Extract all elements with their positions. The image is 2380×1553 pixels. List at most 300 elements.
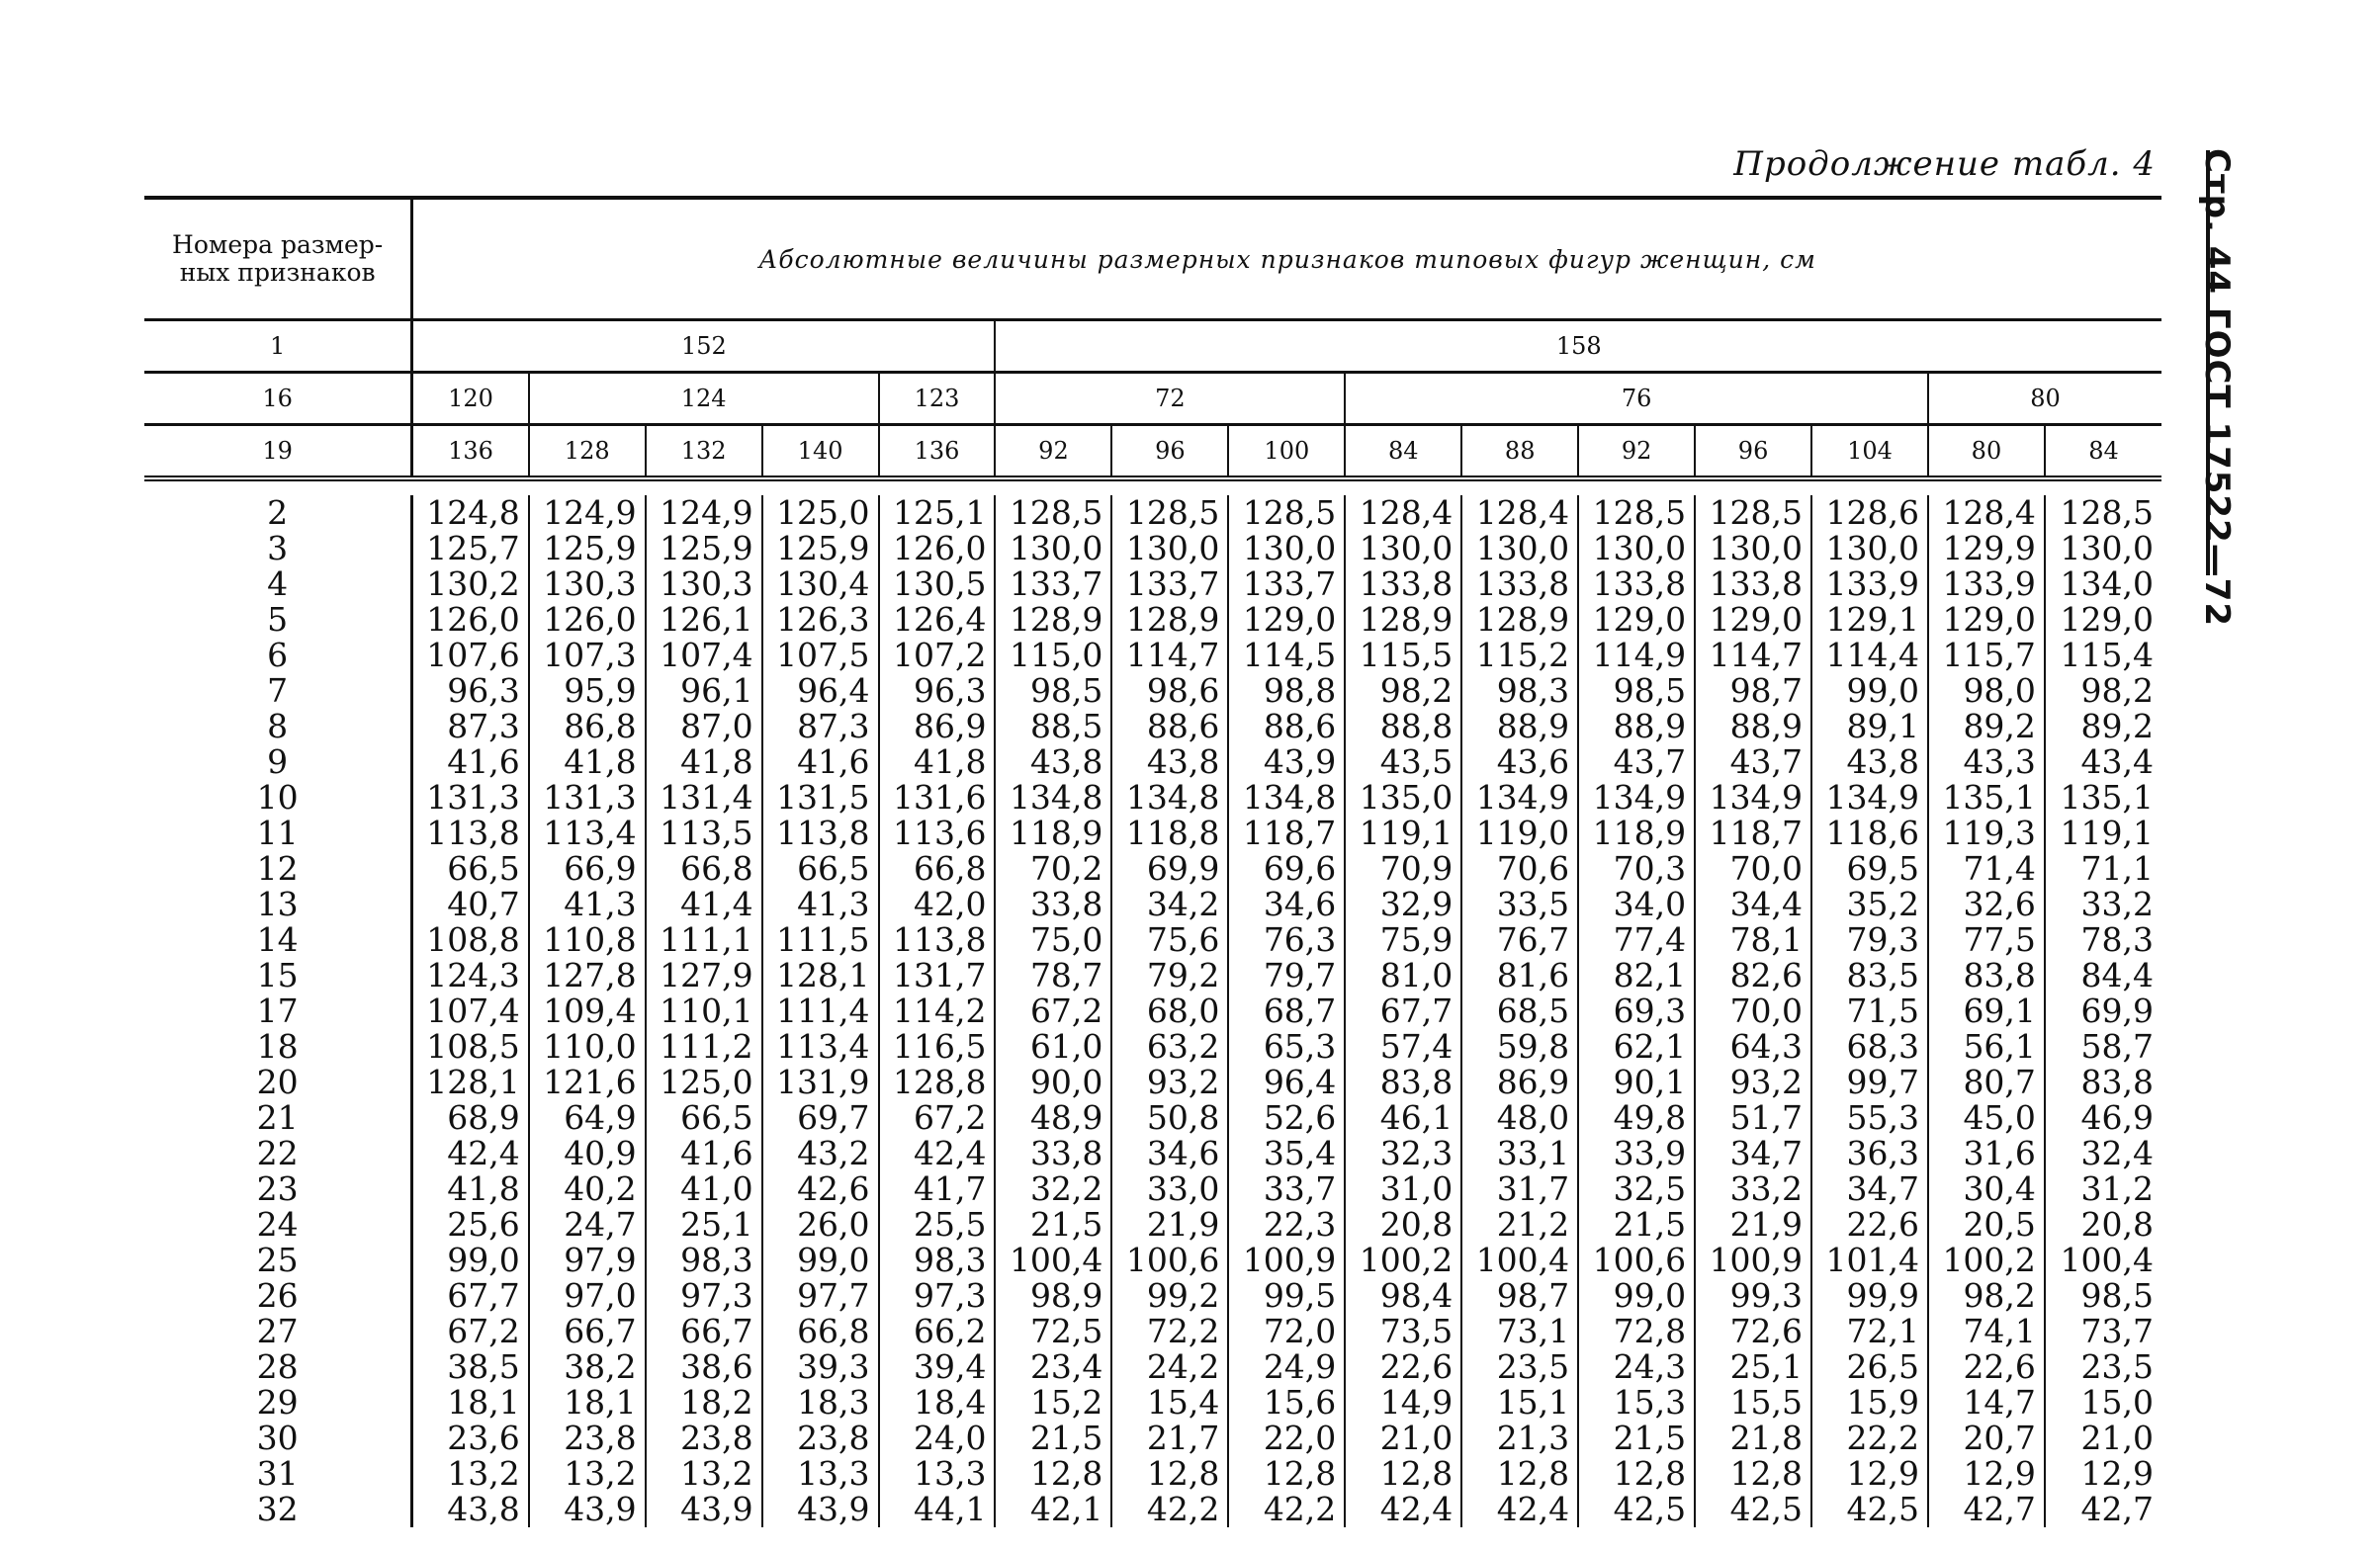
value-cell: 21,9 bbox=[1695, 1207, 1811, 1243]
value-cell: 125,0 bbox=[762, 495, 879, 531]
value-cell: 133,8 bbox=[1578, 566, 1695, 602]
value-cell: 130,0 bbox=[1345, 531, 1461, 566]
value-cell: 83,8 bbox=[2080, 1063, 2154, 1101]
value-cell: 88,9 bbox=[1461, 709, 1578, 744]
value-cell: 55,3 bbox=[1811, 1100, 1928, 1136]
value-cell: 30,4 bbox=[1928, 1171, 2045, 1207]
value-cell: 34,4 bbox=[1695, 887, 1811, 922]
value-cell: 46,9 bbox=[2080, 1098, 2154, 1137]
value-cell: 134,0 bbox=[2060, 564, 2154, 603]
value-cell: 84,4 bbox=[2080, 956, 2154, 994]
height-row bbox=[144, 320, 2161, 373]
value-cell: 21,5 bbox=[995, 1207, 1111, 1243]
value-cell: 124,8 bbox=[412, 495, 529, 531]
value-cell: 41,7 bbox=[879, 1171, 996, 1207]
value-cell: 100,9 bbox=[1695, 1243, 1811, 1278]
value-cell: 93,2 bbox=[1111, 1065, 1228, 1100]
value-cell: 34,2 bbox=[1111, 887, 1228, 922]
value-cell: 133,8 bbox=[1695, 566, 1811, 602]
value-cell: 125,7 bbox=[412, 531, 529, 566]
value-cell: 21,5 bbox=[1578, 1421, 1695, 1456]
value-cell: 70,3 bbox=[1578, 851, 1695, 887]
value-cell: 31,0 bbox=[1345, 1171, 1461, 1207]
value-cell: 41,6 bbox=[646, 1136, 762, 1171]
value-cell: 12,9 bbox=[2080, 1454, 2154, 1493]
chest-girth-row bbox=[144, 373, 2161, 425]
value-cell: 131,4 bbox=[646, 780, 762, 816]
value-cell: 65,3 bbox=[1228, 1029, 1345, 1065]
value-cell: 88,6 bbox=[1111, 709, 1228, 744]
feature-number-cell: 22 bbox=[144, 1136, 412, 1171]
value-cell: 130,0 bbox=[1578, 531, 1695, 566]
hip-girth-header-cell: 136 bbox=[879, 425, 996, 479]
value-cell: 23,6 bbox=[412, 1421, 529, 1456]
value-cell: 18,4 bbox=[879, 1385, 996, 1421]
value-cell: 69,3 bbox=[1578, 993, 1695, 1029]
value-cell: 20,5 bbox=[1928, 1207, 2045, 1243]
value-cell: 22,2 bbox=[1811, 1421, 1928, 1456]
value-cell: 99,0 bbox=[762, 1243, 879, 1278]
value-cell: 107,4 bbox=[646, 638, 762, 673]
value-cell: 88,8 bbox=[1345, 709, 1461, 744]
value-cell: 115,5 bbox=[1345, 638, 1461, 673]
value-cell: 124,9 bbox=[646, 495, 762, 531]
group-header-cell: 152 bbox=[412, 320, 996, 373]
table-row bbox=[144, 780, 2161, 816]
value-cell: 15,3 bbox=[1578, 1385, 1695, 1421]
value-cell: 43,8 bbox=[995, 744, 1111, 780]
feature-number-cell: 25 bbox=[144, 1243, 412, 1278]
table-row bbox=[144, 1136, 2161, 1171]
value-cell: 133,8 bbox=[1345, 566, 1461, 602]
value-cell: 98,4 bbox=[1345, 1278, 1461, 1314]
value-cell: 100,2 bbox=[1345, 1243, 1461, 1278]
value-cell: 125,9 bbox=[646, 531, 762, 566]
value-cell: 21,0 bbox=[2080, 1419, 2154, 1457]
value-cell: 70,2 bbox=[995, 851, 1111, 887]
value-cell: 38,6 bbox=[646, 1349, 762, 1385]
value-cell: 58,7 bbox=[2080, 1027, 2154, 1066]
value-cell: 69,6 bbox=[1228, 851, 1345, 887]
value-cell: 25,6 bbox=[412, 1207, 529, 1243]
feature-number-cell: 5 bbox=[144, 602, 412, 638]
value-cell: 98,5 bbox=[995, 673, 1111, 709]
value-cell: 72,0 bbox=[1228, 1314, 1345, 1349]
value-cell: 97,3 bbox=[879, 1278, 996, 1314]
value-cell: 25,1 bbox=[1695, 1349, 1811, 1385]
hip-girth-header-cell: 80 bbox=[1928, 425, 2045, 479]
feature-number-cell: 6 bbox=[144, 638, 412, 673]
hip-girth-header-cell: 104 bbox=[1811, 425, 1928, 479]
value-cell: 98,6 bbox=[1111, 673, 1228, 709]
value-cell: 41,3 bbox=[529, 887, 646, 922]
value-cell: 79,7 bbox=[1228, 958, 1345, 993]
value-cell: 89,2 bbox=[2080, 707, 2154, 745]
value-cell: 36,3 bbox=[1811, 1136, 1928, 1171]
value-cell: 129,0 bbox=[1578, 602, 1695, 638]
value-cell: 93,2 bbox=[1695, 1065, 1811, 1100]
feature-number-cell: 15 bbox=[144, 958, 412, 993]
group-header-cell: 158 bbox=[995, 320, 2161, 373]
value-cell: 22,3 bbox=[1228, 1207, 1345, 1243]
value-cell: 41,0 bbox=[646, 1171, 762, 1207]
value-cell: 12,8 bbox=[1695, 1456, 1811, 1492]
value-cell: 90,1 bbox=[1578, 1065, 1695, 1100]
value-cell: 42,4 bbox=[1345, 1492, 1461, 1527]
value-cell: 75,0 bbox=[995, 922, 1111, 958]
table-row bbox=[144, 1385, 2161, 1421]
value-cell: 79,2 bbox=[1111, 958, 1228, 993]
value-cell: 131,9 bbox=[762, 1065, 879, 1100]
value-cell: 42,5 bbox=[1578, 1492, 1695, 1527]
value-cell: 126,4 bbox=[879, 602, 996, 638]
value-cell: 125,0 bbox=[646, 1065, 762, 1100]
value-cell: 42,5 bbox=[1811, 1492, 1928, 1527]
value-cell: 39,3 bbox=[762, 1349, 879, 1385]
value-cell: 67,7 bbox=[1345, 993, 1461, 1029]
value-cell: 39,4 bbox=[879, 1349, 996, 1385]
value-cell: 99,7 bbox=[1811, 1065, 1928, 1100]
value-cell: 79,3 bbox=[1811, 922, 1928, 958]
value-cell: 98,5 bbox=[1578, 673, 1695, 709]
value-cell: 42,4 bbox=[1461, 1492, 1578, 1527]
value-cell: 99,0 bbox=[1578, 1278, 1695, 1314]
value-cell: 86,8 bbox=[529, 709, 646, 744]
group-header-cell: 76 bbox=[1345, 373, 1928, 425]
value-cell: 126,1 bbox=[646, 602, 762, 638]
value-cell: 20,8 bbox=[1345, 1207, 1461, 1243]
value-cell: 98,0 bbox=[1928, 673, 2045, 709]
value-cell: 129,9 bbox=[1928, 531, 2045, 566]
value-cell: 87,3 bbox=[762, 709, 879, 744]
value-cell: 88,5 bbox=[995, 709, 1111, 744]
value-cell: 34,0 bbox=[1578, 887, 1695, 922]
value-cell: 129,0 bbox=[1695, 602, 1811, 638]
value-cell: 130,3 bbox=[646, 566, 762, 602]
value-cell: 70,9 bbox=[1345, 851, 1461, 887]
value-cell: 33,8 bbox=[995, 1136, 1111, 1171]
value-cell: 134,9 bbox=[1695, 780, 1811, 816]
value-cell: 111,4 bbox=[762, 993, 879, 1029]
value-cell: 21,2 bbox=[1461, 1207, 1578, 1243]
hip-girth-header-cell: 84 bbox=[1345, 425, 1461, 479]
value-cell: 51,7 bbox=[1695, 1100, 1811, 1136]
value-cell: 114,7 bbox=[1695, 638, 1811, 673]
value-cell: 134,9 bbox=[1578, 780, 1695, 816]
value-cell: 111,5 bbox=[762, 922, 879, 958]
value-cell: 12,9 bbox=[1928, 1456, 2045, 1492]
value-cell: 15,5 bbox=[1695, 1385, 1811, 1421]
value-cell: 98,9 bbox=[995, 1278, 1111, 1314]
value-cell: 43,8 bbox=[1811, 744, 1928, 780]
value-cell: 40,9 bbox=[529, 1136, 646, 1171]
value-cell: 72,2 bbox=[1111, 1314, 1228, 1349]
value-cell: 119,0 bbox=[1461, 816, 1578, 851]
value-cell: 42,5 bbox=[1695, 1492, 1811, 1527]
value-cell: 63,2 bbox=[1111, 1029, 1228, 1065]
value-cell: 116,5 bbox=[879, 1029, 996, 1065]
value-cell: 24,7 bbox=[529, 1207, 646, 1243]
value-cell: 22,6 bbox=[1928, 1349, 2045, 1385]
value-cell: 14,7 bbox=[1928, 1385, 2045, 1421]
feature-number-cell: 8 bbox=[144, 709, 412, 744]
value-cell: 129,1 bbox=[1811, 602, 1928, 638]
value-cell: 15,6 bbox=[1228, 1385, 1345, 1421]
table-row bbox=[144, 1243, 2161, 1278]
value-cell: 48,9 bbox=[995, 1100, 1111, 1136]
value-cell: 96,4 bbox=[762, 673, 879, 709]
value-cell: 128,1 bbox=[762, 958, 879, 993]
value-cell: 115,2 bbox=[1461, 638, 1578, 673]
value-cell: 43,4 bbox=[2080, 742, 2154, 781]
value-cell: 134,8 bbox=[1111, 780, 1228, 816]
value-cell: 43,2 bbox=[762, 1136, 879, 1171]
value-cell: 107,5 bbox=[762, 638, 879, 673]
value-cell: 42,0 bbox=[879, 887, 996, 922]
value-cell: 128,9 bbox=[1345, 602, 1461, 638]
value-cell: 12,8 bbox=[1345, 1456, 1461, 1492]
table-row bbox=[144, 1278, 2161, 1314]
table-row bbox=[144, 744, 2161, 780]
value-cell: 48,0 bbox=[1461, 1100, 1578, 1136]
value-cell: 128,4 bbox=[1928, 495, 2045, 531]
value-cell: 131,5 bbox=[762, 780, 879, 816]
value-cell: 66,5 bbox=[646, 1100, 762, 1136]
value-cell: 126,0 bbox=[412, 602, 529, 638]
value-cell: 130,0 bbox=[1811, 531, 1928, 566]
value-cell: 110,0 bbox=[529, 1029, 646, 1065]
value-cell: 42,1 bbox=[995, 1492, 1111, 1527]
value-cell: 96,3 bbox=[412, 673, 529, 709]
hip-girth-header-cell: 128 bbox=[529, 425, 646, 479]
value-cell: 21,9 bbox=[1111, 1207, 1228, 1243]
value-cell: 25,1 bbox=[646, 1207, 762, 1243]
value-cell: 130,0 bbox=[1461, 531, 1578, 566]
value-cell: 100,4 bbox=[1461, 1243, 1578, 1278]
value-cell: 131,3 bbox=[529, 780, 646, 816]
feature-number-cell: 26 bbox=[144, 1278, 412, 1314]
value-cell: 113,5 bbox=[646, 816, 762, 851]
value-cell: 118,7 bbox=[1228, 816, 1345, 851]
hip-girth-header-cell: 140 bbox=[762, 425, 879, 479]
value-cell: 72,1 bbox=[1811, 1314, 1928, 1349]
value-cell: 135,0 bbox=[1345, 780, 1461, 816]
table-row bbox=[144, 958, 2161, 993]
value-cell: 125,9 bbox=[529, 531, 646, 566]
feature-number-cell: 16 bbox=[144, 373, 412, 425]
value-cell: 66,8 bbox=[646, 851, 762, 887]
value-cell: 97,7 bbox=[762, 1278, 879, 1314]
table-row bbox=[144, 1349, 2161, 1385]
value-cell: 126,3 bbox=[762, 602, 879, 638]
value-cell: 81,0 bbox=[1345, 958, 1461, 993]
value-cell: 66,7 bbox=[529, 1314, 646, 1349]
value-cell: 129,0 bbox=[2060, 600, 2154, 639]
value-cell: 100,4 bbox=[995, 1243, 1111, 1278]
feature-number-cell: 31 bbox=[144, 1456, 412, 1492]
value-cell: 43,7 bbox=[1695, 744, 1811, 780]
value-cell: 69,7 bbox=[762, 1100, 879, 1136]
table-row bbox=[144, 851, 2161, 887]
value-cell: 87,3 bbox=[412, 709, 529, 744]
value-cell: 77,5 bbox=[1928, 922, 2045, 958]
feature-number-cell: 24 bbox=[144, 1207, 412, 1243]
value-cell: 114,5 bbox=[1228, 638, 1345, 673]
value-cell: 22,6 bbox=[1811, 1207, 1928, 1243]
value-cell: 31,6 bbox=[1928, 1136, 2045, 1171]
value-cell: 126,0 bbox=[529, 602, 646, 638]
value-cell: 95,9 bbox=[529, 673, 646, 709]
value-cell: 121,6 bbox=[529, 1065, 646, 1100]
value-cell: 23,8 bbox=[646, 1421, 762, 1456]
value-cell: 97,9 bbox=[529, 1243, 646, 1278]
value-cell: 128,5 bbox=[1695, 495, 1811, 531]
value-cell: 25,5 bbox=[879, 1207, 996, 1243]
value-cell: 21,5 bbox=[995, 1421, 1111, 1456]
group-header-cell: 124 bbox=[529, 373, 879, 425]
value-cell: 130,0 bbox=[2060, 529, 2154, 567]
value-cell: 44,1 bbox=[879, 1492, 996, 1527]
value-cell: 118,7 bbox=[1695, 816, 1811, 851]
value-cell: 98,3 bbox=[1461, 673, 1578, 709]
value-cell: 98,2 bbox=[1928, 1278, 2045, 1314]
value-cell: 40,7 bbox=[412, 887, 529, 922]
value-cell: 62,1 bbox=[1578, 1029, 1695, 1065]
hip-girth-row bbox=[144, 425, 2161, 479]
value-cell: 32,5 bbox=[1578, 1171, 1695, 1207]
value-cell: 23,8 bbox=[529, 1421, 646, 1456]
value-cell: 12,8 bbox=[995, 1456, 1111, 1492]
value-cell: 128,9 bbox=[1111, 602, 1228, 638]
value-cell: 82,1 bbox=[1578, 958, 1695, 993]
value-cell: 110,1 bbox=[646, 993, 762, 1029]
value-cell: 96,1 bbox=[646, 673, 762, 709]
value-cell: 23,5 bbox=[2080, 1347, 2154, 1386]
value-cell: 118,9 bbox=[995, 816, 1111, 851]
feature-number-cell: 32 bbox=[144, 1492, 412, 1527]
value-cell: 52,6 bbox=[1228, 1100, 1345, 1136]
value-cell: 100,2 bbox=[1928, 1243, 2045, 1278]
value-cell: 108,8 bbox=[412, 922, 529, 958]
value-cell: 130,5 bbox=[879, 566, 996, 602]
value-cell: 76,3 bbox=[1228, 922, 1345, 958]
table-row bbox=[144, 1456, 2161, 1492]
value-cell: 20,8 bbox=[2080, 1205, 2154, 1244]
table-title: Абсолютные величины размерных признаков типовых фигур женщин, см bbox=[412, 200, 2161, 320]
feature-number-cell: 28 bbox=[144, 1349, 412, 1385]
value-cell: 67,2 bbox=[995, 993, 1111, 1029]
value-cell: 88,6 bbox=[1228, 709, 1345, 744]
hip-girth-header-cell: 100 bbox=[1228, 425, 1345, 479]
table-row bbox=[144, 602, 2161, 638]
value-cell: 31,7 bbox=[1461, 1171, 1578, 1207]
value-cell: 42,6 bbox=[762, 1171, 879, 1207]
value-cell: 15,4 bbox=[1111, 1385, 1228, 1421]
value-cell: 99,2 bbox=[1111, 1278, 1228, 1314]
value-cell: 133,8 bbox=[1461, 566, 1578, 602]
value-cell: 101,4 bbox=[1811, 1243, 1928, 1278]
feature-number-cell: 30 bbox=[144, 1421, 412, 1456]
value-cell: 118,9 bbox=[1578, 816, 1695, 851]
value-cell: 21,7 bbox=[1111, 1421, 1228, 1456]
value-cell: 33,8 bbox=[995, 887, 1111, 922]
value-cell: 59,8 bbox=[1461, 1029, 1578, 1065]
value-cell: 41,6 bbox=[412, 744, 529, 780]
value-cell: 77,4 bbox=[1578, 922, 1695, 958]
feature-number-cell: 20 bbox=[144, 1065, 412, 1100]
value-cell: 49,8 bbox=[1578, 1100, 1695, 1136]
value-cell: 99,0 bbox=[1811, 673, 1928, 709]
value-cell: 33,2 bbox=[2080, 885, 2154, 923]
value-cell: 128,8 bbox=[879, 1065, 996, 1100]
value-cell: 113,6 bbox=[879, 816, 996, 851]
feature-number-cell: 17 bbox=[144, 993, 412, 1029]
feature-number-header bbox=[144, 200, 412, 320]
value-cell: 33,9 bbox=[1578, 1136, 1695, 1171]
value-cell: 113,8 bbox=[879, 922, 996, 958]
feature-number-cell: 29 bbox=[144, 1385, 412, 1421]
feature-number-cell: 3 bbox=[144, 531, 412, 566]
value-cell: 128,5 bbox=[1111, 495, 1228, 531]
value-cell: 64,3 bbox=[1695, 1029, 1811, 1065]
value-cell: 124,9 bbox=[529, 495, 646, 531]
value-cell: 96,3 bbox=[879, 673, 996, 709]
value-cell: 89,1 bbox=[1811, 709, 1928, 744]
hip-girth-header-cell: 96 bbox=[1111, 425, 1228, 479]
value-cell: 50,8 bbox=[1111, 1100, 1228, 1136]
value-cell: 73,5 bbox=[1345, 1314, 1461, 1349]
table-row bbox=[144, 1314, 2161, 1349]
value-cell: 130,2 bbox=[412, 566, 529, 602]
value-cell: 76,7 bbox=[1461, 922, 1578, 958]
value-cell: 100,9 bbox=[1228, 1243, 1345, 1278]
value-cell: 127,9 bbox=[646, 958, 762, 993]
value-cell: 24,3 bbox=[1578, 1349, 1695, 1385]
value-cell: 42,4 bbox=[879, 1136, 996, 1171]
value-cell: 41,6 bbox=[762, 744, 879, 780]
table-row bbox=[144, 887, 2161, 922]
value-cell: 41,8 bbox=[412, 1171, 529, 1207]
value-cell: 100,4 bbox=[2060, 1241, 2154, 1279]
value-cell: 43,9 bbox=[762, 1492, 879, 1527]
value-cell: 86,9 bbox=[879, 709, 996, 744]
feature-number-cell: 4 bbox=[144, 566, 412, 602]
table-row bbox=[144, 1421, 2161, 1456]
value-cell: 15,9 bbox=[1811, 1385, 1928, 1421]
value-cell: 119,1 bbox=[2060, 814, 2154, 852]
table-row bbox=[144, 1207, 2161, 1243]
value-cell: 128,6 bbox=[1811, 495, 1928, 531]
feature-number-cell: 1 bbox=[144, 320, 412, 373]
value-cell: 135,1 bbox=[1928, 780, 2045, 816]
value-cell: 13,2 bbox=[412, 1456, 529, 1492]
value-cell: 69,9 bbox=[2080, 992, 2154, 1030]
value-cell: 26,0 bbox=[762, 1207, 879, 1243]
value-cell: 108,5 bbox=[412, 1029, 529, 1065]
value-cell: 34,7 bbox=[1695, 1136, 1811, 1171]
table-row bbox=[144, 495, 2161, 531]
value-cell: 69,1 bbox=[1928, 993, 2045, 1029]
value-cell: 73,1 bbox=[1461, 1314, 1578, 1349]
value-cell: 90,0 bbox=[995, 1065, 1111, 1100]
value-cell: 98,2 bbox=[1345, 673, 1461, 709]
feature-number-cell: 12 bbox=[144, 851, 412, 887]
value-cell: 111,1 bbox=[646, 922, 762, 958]
value-cell: 126,0 bbox=[879, 531, 996, 566]
value-cell: 78,3 bbox=[2080, 920, 2154, 959]
value-cell: 74,1 bbox=[1928, 1314, 2045, 1349]
value-cell: 128,9 bbox=[995, 602, 1111, 638]
